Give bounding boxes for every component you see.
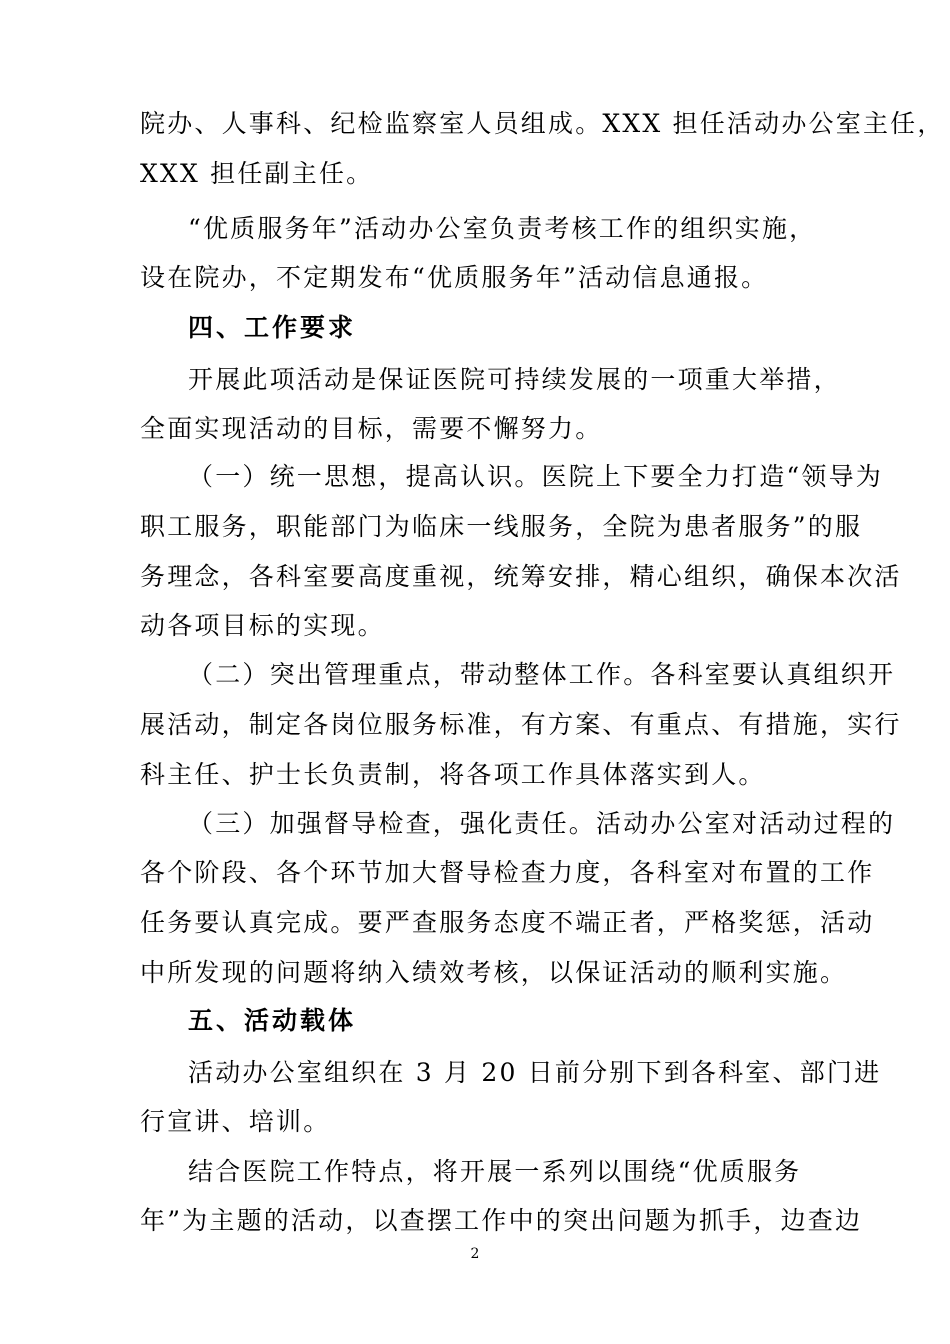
text-line: 各个阶段、各个环节加大督导检查力度，各科室对布置的工作 <box>140 858 875 887</box>
text-line: 务理念，各科室要高度重视，统筹安排，精心组织，确保本次活 <box>140 562 902 591</box>
text-line: 中所发现的问题将纳入绩效考核，以保证活动的顺利实施。 <box>140 958 848 987</box>
text-line: “优质服务年”活动办公室负责考核工作的组织实施， <box>188 214 817 243</box>
text-line: 开展此项活动是保证医院可持续发展的一项重大举措， <box>188 365 841 394</box>
text-line: 动各项目标的实现。 <box>140 611 385 640</box>
section-heading-work-requirements: 四、工作要求 <box>188 313 357 342</box>
text-line: （二）突出管理重点，带动整体工作。各科室要认真组织开 <box>188 660 896 689</box>
text-line: 科主任、护士长负责制，将各项工作具体落实到人。 <box>140 760 766 789</box>
page-number: 2 <box>470 1246 480 1262</box>
text-line: 展活动，制定各岗位服务标准，有方案、有重点、有措施，实行 <box>140 710 902 739</box>
text-line: 年”为主题的活动，以查摆工作中的突出问题为抓手，边查边 <box>140 1206 863 1235</box>
text-line: 行宣讲、培训。 <box>140 1107 331 1136</box>
section-heading-activity-carrier: 五、活动载体 <box>188 1006 357 1035</box>
text-line: 结合医院工作特点，将开展一系列以围绕“优质服务 <box>188 1157 802 1186</box>
text-line: 全面实现活动的目标，需要不懈努力。 <box>140 414 603 443</box>
text-line: 设在院办，不定期发布“优质服务年”活动信息通报。 <box>140 263 769 292</box>
text-line: 活动办公室组织在 3 月 20 日前分别下到各科室、部门进 <box>188 1058 882 1087</box>
text-line: 院办、人事科、纪检监察室人员组成。XXX 担任活动办公室主任， <box>140 109 945 138</box>
text-line: XXX 担任副主任。 <box>140 159 374 188</box>
text-line: 任务要认真完成。要严查服务态度不端正者，严格奖惩，活动 <box>140 908 875 937</box>
text-line: （三）加强督导检查，强化责任。活动办公室对活动过程的 <box>188 809 896 838</box>
text-line: （一）统一思想，提高认识。医院上下要全力打造“领导为 <box>188 462 883 491</box>
text-line: 职工服务，职能部门为临床一线服务，全院为患者服务”的服 <box>140 512 863 541</box>
